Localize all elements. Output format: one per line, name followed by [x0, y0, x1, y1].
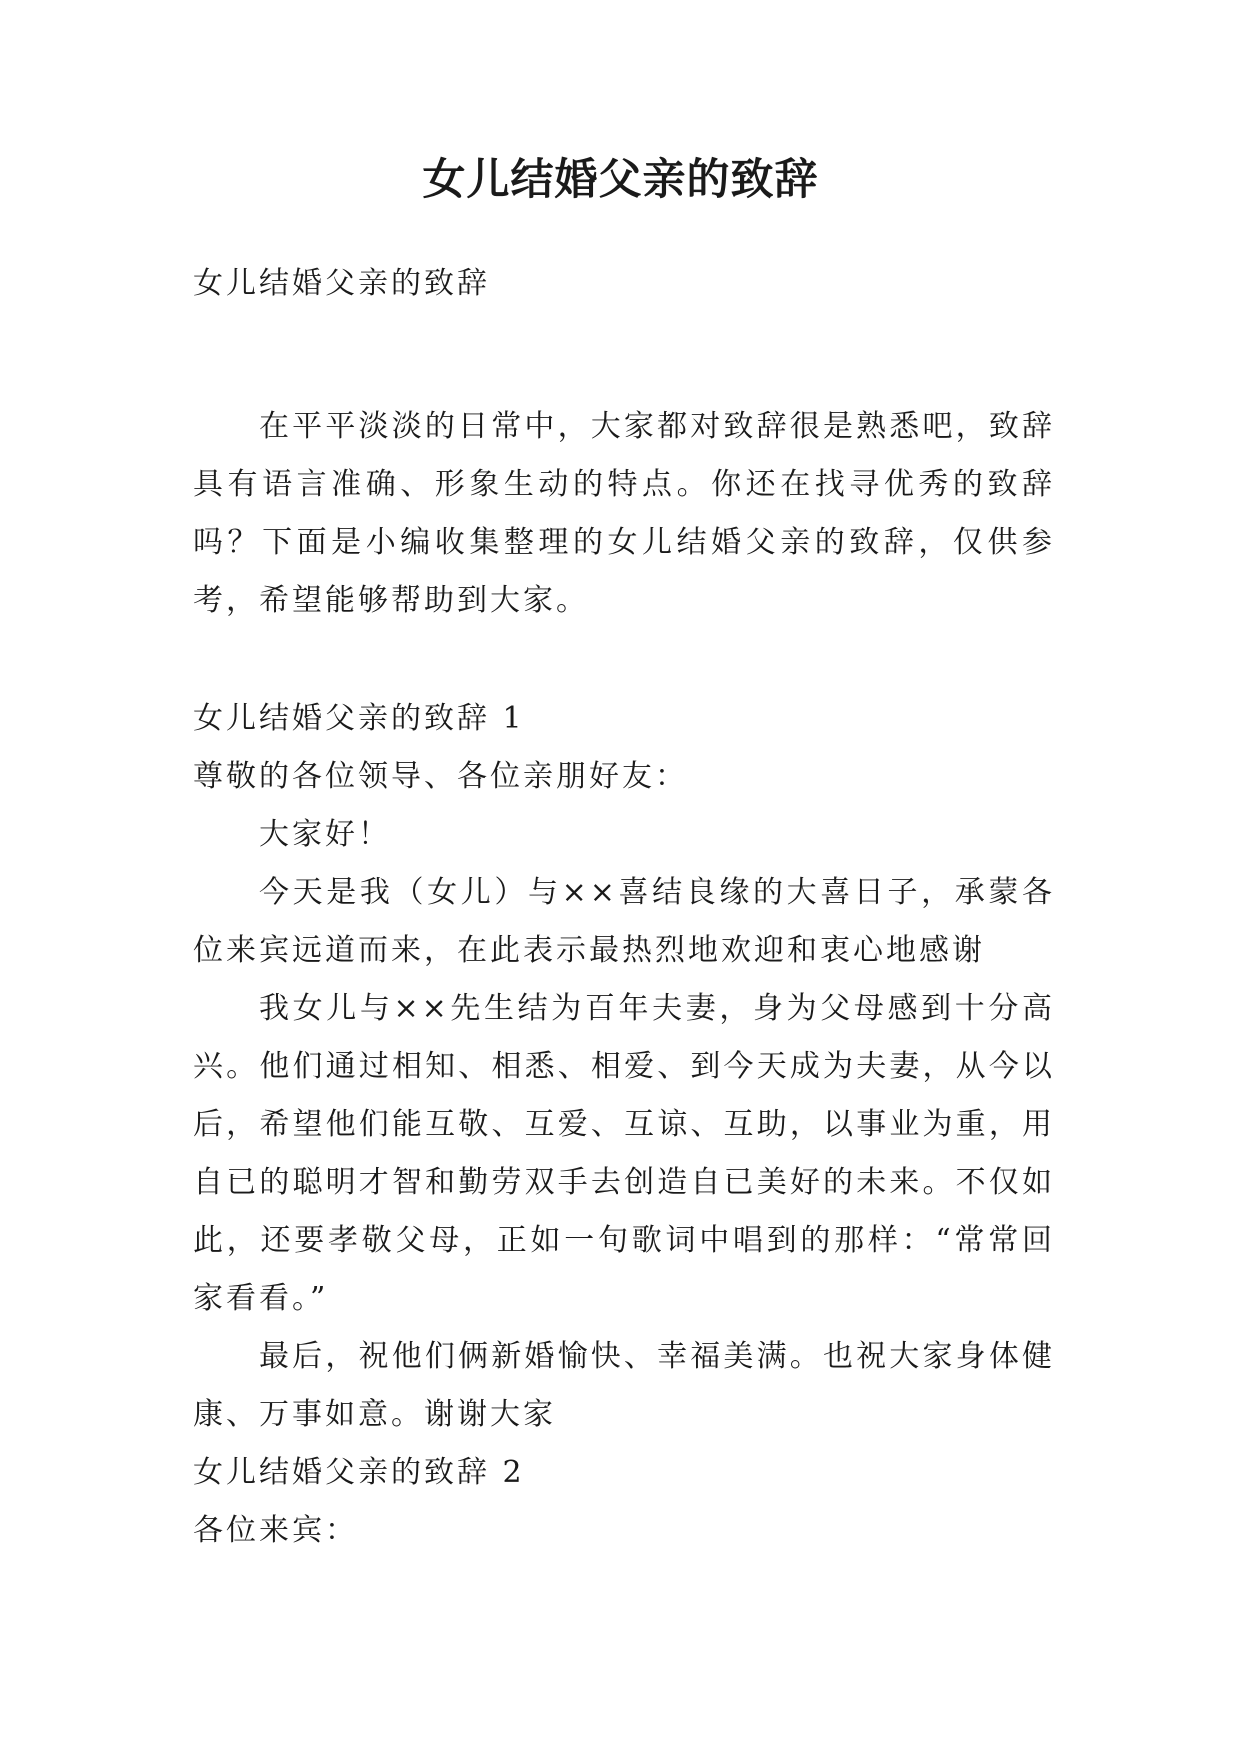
intro-paragraph: 在平平淡淡的日常中，大家都对致辞很是熟悉吧，致辞具有语言准确、形象生动的特点。你还在找寻优秀的致辞吗？下面是小编收集整理的女儿结婚父亲的致辞，仅供参考，希望能够帮助到大家。 [193, 409, 1055, 618]
section1-salutation: 尊敬的各位领导、各位亲朋好友： [193, 759, 688, 794]
section1-greeting: 大家好！ [259, 817, 391, 852]
section1-paragraph-1: 今天是我（女儿）与××喜结良缘的大喜日子，承蒙各位来宾远道而来，在此表示最热烈地欢迎和衷心地感谢 [193, 875, 1055, 968]
section1-paragraph-3: 最后，祝他们俩新婚愉快、幸福美满。也祝大家身体健康、万事如意。谢谢大家 [193, 1339, 1055, 1432]
section2-salutation: 各位来宾： [193, 1513, 358, 1548]
document-title: 女儿结婚父亲的致辞 [422, 155, 819, 205]
section1-heading: 女儿结婚父亲的致辞 1 [193, 701, 525, 736]
section1-paragraph-2: 我女儿与××先生结为百年夫妻，身为父母感到十分高兴。他们通过相知、相悉、相爱、到今天成为夫妻，从今以后，希望他们能互敬、互爱、互谅、互助，以事业为重，用自已的聪明才智和勤劳双手去创造自已美好的未来。不仅如此，还要孝敬父母，正如一句歌词中唱到的那样：“常常回家看看。” [193, 991, 1055, 1316]
document-subtitle: 女儿结婚父亲的致辞 [193, 266, 490, 301]
section2-heading: 女儿结婚父亲的致辞 2 [193, 1455, 525, 1490]
